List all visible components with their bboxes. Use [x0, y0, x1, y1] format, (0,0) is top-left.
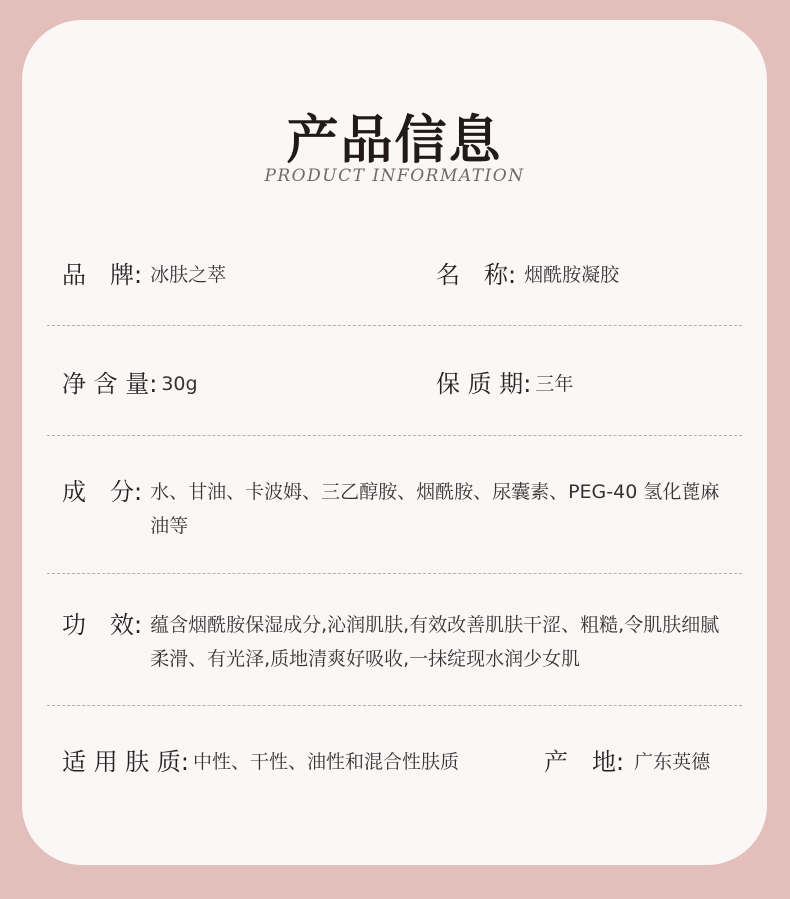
efficacy-field	[62, 608, 732, 676]
shelf-life-label: 保 质 期:	[436, 370, 532, 398]
net-content-label: 净 含 量:	[62, 370, 158, 398]
efficacy-value: 蕴含烟酰胺保湿成分,沁润肌肤,有效改善肌肤干涩、粗糙,令肌肤细腻柔滑、有光泽,质地清爽好吸收,一抹绽现水润少女肌	[150, 614, 720, 670]
brand-value: 冰肤之萃	[150, 264, 227, 286]
ingredients-label: 成 分:	[62, 478, 143, 506]
info-card	[22, 20, 767, 865]
efficacy-label: 功 效:	[62, 611, 143, 639]
shelf-life-value: 三年	[535, 373, 574, 395]
origin-value: 广东英德	[634, 751, 711, 773]
shelf-life-field	[436, 367, 573, 401]
skin-type-field	[62, 745, 459, 779]
ingredients-field	[62, 475, 732, 543]
ingredients-value: 水、甘油、卡波姆、三乙醇胺、烟酰胺、尿囊素、PEG-40 氢化蓖麻油等	[150, 481, 720, 537]
skin-type-value: 中性、干性、油性和混合性肤质	[192, 751, 459, 773]
net-content-field	[62, 367, 198, 401]
skin-type-label: 适 用 肤 质:	[62, 748, 189, 776]
name-label: 名 称:	[436, 261, 517, 289]
name-value: 烟酰胺凝胶	[524, 264, 620, 286]
divider	[47, 573, 742, 574]
divider	[47, 325, 742, 326]
divider	[47, 435, 742, 436]
net-content-value: 30g	[161, 373, 198, 395]
divider	[47, 705, 742, 706]
brand-field	[62, 258, 226, 292]
page-title: 产品信息	[286, 111, 503, 171]
origin-label: 产 地:	[544, 748, 625, 776]
brand-label: 品 牌:	[62, 261, 143, 289]
name-field	[436, 258, 619, 292]
page-subtitle: PRODUCT INFORMATION	[264, 166, 525, 186]
origin-field	[544, 745, 710, 779]
